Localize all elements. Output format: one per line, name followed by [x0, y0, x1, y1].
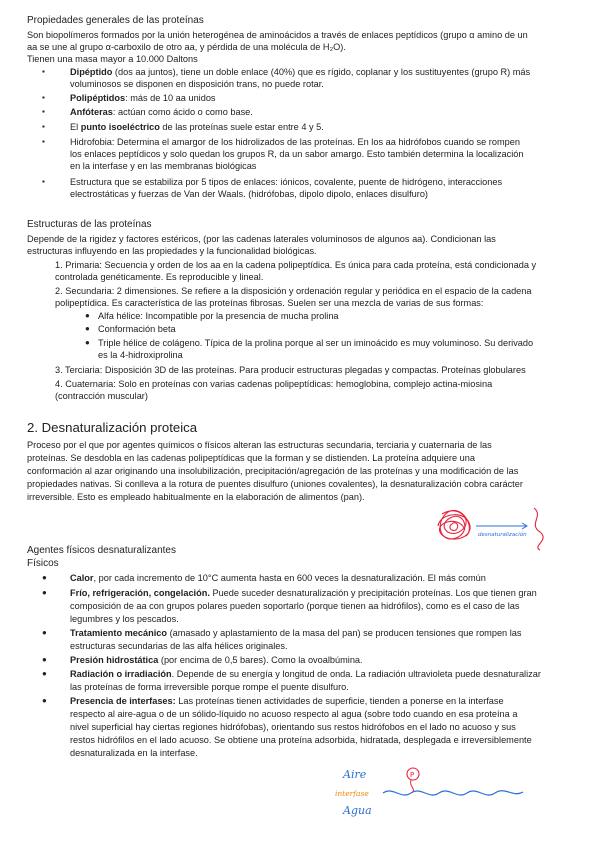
- list-item: 3. Terciaria: Disposición 3D de las proteínas. Para producir estructuras plegadas y compactas. Proteínas globulares: [55, 365, 526, 375]
- list-item-cont: en la interfase y en las membranas biológicas: [70, 161, 257, 171]
- list-item: 2. Secundaria: 2 dimensiones. Se refiere a la disposición y ordenación regular y periódica en el espacio de la cadena: [55, 286, 532, 296]
- sub-item: Triple hélice de colágeno. Típica de la prolina porque al ser un iminoácido es muy voluminoso. Su derivado: [98, 338, 534, 348]
- list-item-cont: los enlaces peptídicos y solo quedan los grupos R, da un sabor amargo. Esto también determina la localización: [70, 149, 524, 159]
- list-item: Estructura que se estabiliza por 5 tipos de enlaces: iónicos, covalente, puente de hidrógeno, interacciones: [70, 177, 503, 187]
- section-title: Agentes físicos desnaturalizantes: [27, 545, 176, 556]
- subsection-title: Físicos: [27, 558, 59, 569]
- sub-item-cont: es la 4-hidroxiprolina: [98, 350, 183, 360]
- bullet-icon: ●: [85, 311, 90, 320]
- sub-item: Conformación beta: [98, 324, 176, 334]
- list-item-cont: estructuras secundarias de las alfa hélices originales.: [70, 641, 288, 651]
- water-label: Agua: [343, 804, 372, 817]
- paragraph-line: propiedades nativas. Si conlleva a la rotura de puentes disulfuro (uniones covalentes), la desnaturalización cobra carácter: [27, 479, 523, 489]
- paragraph-line: conformación al azar originando una insolubilización, precipitación/agregación de las proteínas y una modificación de las: [27, 466, 519, 476]
- bullet-icon: ▪: [42, 67, 45, 76]
- protein-mark: P: [410, 771, 415, 779]
- list-item-cont: (contracción muscular): [55, 391, 148, 401]
- interface-sketch: [335, 762, 535, 822]
- unfolded-chain-icon: [534, 508, 543, 550]
- paragraph-line: Proceso por el que por agentes químicos o físicos alteran las estructuras secundaria, terciaria y cuaternaria de las: [27, 440, 492, 450]
- paragraph-line: estructuras influyendo en las propiedades y la funcionalidad biológicas.: [27, 246, 317, 256]
- list-item-cont: las proteínas de forma irreversible porque rompe el puente disulfuro.: [70, 682, 349, 692]
- section-heading: 2. Desnaturalización proteica: [27, 420, 198, 435]
- list-item-cont: respecto al aire-agua o de un sólido-líquido no acuoso respecto al agua (sobre todo cuando en esa proteína a: [70, 709, 518, 719]
- list-item: El punto isoeléctrico de las proteínas suele estar entre 4 y 5.: [70, 122, 324, 132]
- sub-item: Alfa hélice: Incompatible por la presencia de mucha prolina: [98, 311, 339, 321]
- denaturation-sketch: [428, 502, 578, 552]
- list-item: Polipéptidos: más de 10 aa unidos: [70, 93, 216, 103]
- bullet-icon: ●: [85, 338, 90, 347]
- list-item-cont: restos hidrófilos en el lado acuoso. Se obtiene una proteína adsorbida, hidratada, desplegada e irreversiblemente: [70, 735, 532, 745]
- list-item: Anfóteras: actúan como ácido o como base.: [70, 107, 253, 117]
- list-item: Radiación o irradiación. Depende de su energía y longitud de onda. La radiación ultravioleta puede desnaturalizar: [70, 669, 541, 679]
- bullet-icon: ●: [42, 696, 47, 705]
- bullet-icon: ●: [42, 588, 47, 597]
- bullet-icon: ●: [42, 655, 47, 664]
- list-item: Frío, refrigeración, congelación. Puede suceder desnaturalización y precipitación proteínas. Los que tienen gran: [70, 588, 537, 598]
- list-item-cont: nivel superficial hay ciertas regiones hidrófobas), orientando sus restos hidrófobos en el lado no acuoso y sus: [70, 722, 516, 732]
- section-title: Propiedades generales de las proteínas: [27, 15, 204, 26]
- list-item: Hidrofobia: Determina el amargor de los hidrolizados de las proteínas. En los aa hidrófobos cuando se rompen: [70, 137, 520, 147]
- paragraph-line: Son biopolímeros formados por la unión heterogénea de aminoácidos a través de enlaces peptídicos (grupo α amino de un: [27, 30, 528, 40]
- paragraph-line: irreversible. Esto es empleado habitualmente en la elaboración de alimentos (pan).: [27, 492, 365, 502]
- list-item: Dipéptido (dos aa juntos), tiene un doble enlace (40%) que es rígido, coplanar y los sustituyentes (grupo R) más: [70, 67, 531, 77]
- list-item-cont: polipeptídica. Es característica de las proteínas fibrosas. Suelen ser una mezcla de varias de sus formas:: [55, 298, 484, 308]
- list-item-cont: electrostáticas y fuerzas de Van der Waals. (hidrófobas, dipolo dipolo, enlaces disulfuro): [70, 189, 428, 199]
- list-item: 1. Primaria: Secuencia y orden de los aa en la cadena polipeptídica. Es única para cada proteína, está condicionada y: [55, 260, 537, 270]
- list-item-cont: controlada genéticamente. Es reproducible y lineal.: [55, 272, 264, 282]
- list-item-cont: desnaturalizada en la interfase.: [70, 748, 198, 758]
- list-item: Presión hidrostática (por encima de 0,5 bares). Como la ovoalbúmina.: [70, 655, 363, 665]
- bullet-icon: ●: [42, 573, 47, 582]
- bullet-icon: ▪: [42, 177, 45, 186]
- list-item: Presencia de interfases: Las proteínas tienen actividades de superficie, tienden a ponerse en la interfase: [70, 696, 504, 706]
- list-item-cont: voluminosos se disponen en disposición trans, no puede rotar.: [70, 79, 324, 89]
- bullet-icon: ●: [42, 628, 47, 637]
- bullet-icon: ▪: [42, 122, 45, 131]
- paragraph-line: aa se une al grupo α-carboxilo de otro aa, y pérdida de una molécula de H₂O).: [27, 42, 346, 52]
- air-label: Aire: [343, 768, 367, 781]
- wave-icon: [383, 791, 523, 795]
- list-item-cont: legumbres y los pescados.: [70, 614, 179, 624]
- list-item: Calor, por cada incremento de 10°C aumenta hasta en 600 veces la desnaturalización. El más común: [70, 573, 486, 583]
- bullet-icon: ▪: [42, 93, 45, 102]
- bullet-icon: ●: [85, 324, 90, 333]
- bullet-icon: ●: [42, 669, 47, 678]
- list-item: Tratamiento mecánico (amasado y aplastamiento de la masa del pan) se producen tensiones que rompen las: [70, 628, 522, 638]
- bullet-icon: ▪: [42, 107, 45, 116]
- interface-label: interfase: [335, 789, 369, 798]
- bullet-icon: ▪: [42, 137, 45, 146]
- list-item-cont: composición de aa con grupos polares pueden soportarlo (porque tienen aa hidrófilos), como es el caso de las: [70, 601, 520, 611]
- sketch-label: desnaturalización: [478, 532, 527, 538]
- paragraph-line: proteínas. Se desdobla en las cadenas polipeptídicas que la forman y se distienden. La proteína adquiere una: [27, 453, 475, 463]
- list-item: 4. Cuaternaria: Solo en proteínas con varias cadenas polipeptídicas: hemoglobina, complejo actina-miosina: [55, 379, 493, 389]
- paragraph-line: Depende de la rigidez y factores estéricos, (por las cadenas laterales voluminosos de algunos aa). Condicionan las: [27, 234, 496, 244]
- paragraph-line: Tienen una masa mayor a 10.000 Daltons: [27, 54, 198, 64]
- tangled-protein-icon: [438, 510, 470, 539]
- section-title: Estructuras de las proteínas: [27, 219, 152, 230]
